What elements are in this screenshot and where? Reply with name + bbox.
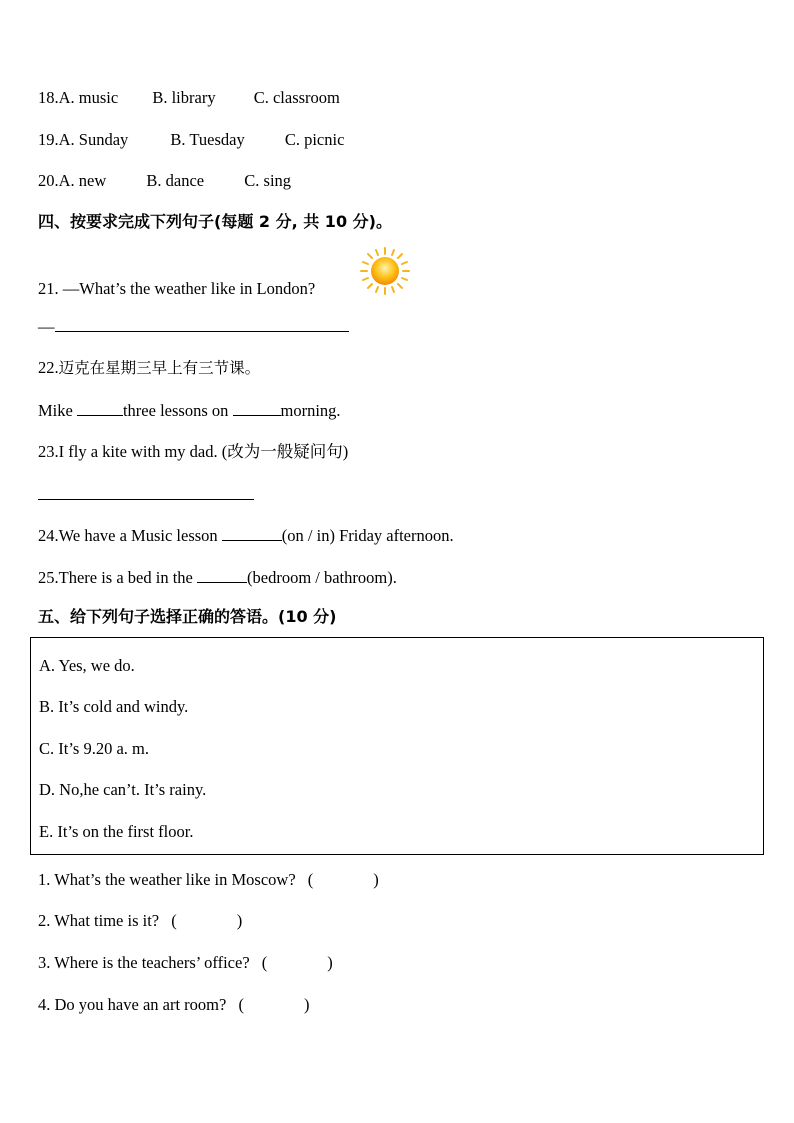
option-a: A. new xyxy=(58,171,107,190)
question-24 xyxy=(38,525,454,546)
question-21 xyxy=(38,279,315,299)
answer-options-box xyxy=(30,637,764,855)
sentence-part: We have a Music lesson xyxy=(58,526,222,545)
question-19 xyxy=(38,130,344,150)
question-text: 3. Where is the teachers’ office? xyxy=(38,953,250,972)
question-number: 24. xyxy=(38,526,59,545)
option-c: C. classroom xyxy=(253,88,340,107)
section-5-heading: 五、给下列句子选择正确的答语。(10 分) xyxy=(38,607,337,626)
answer-paren-close[interactable]: ) xyxy=(303,995,310,1014)
answer-blank[interactable] xyxy=(222,525,282,541)
match-question-2 xyxy=(38,911,242,931)
option-b: B. Tuesday xyxy=(170,130,245,149)
answer-paren-close[interactable]: ) xyxy=(373,870,379,889)
option-b: B. library xyxy=(152,88,216,107)
question-number: 19. xyxy=(38,130,59,149)
option-b: B. dance xyxy=(146,171,205,190)
question-text: I fly a kite with my dad. (改为一般疑问句) xyxy=(58,442,349,461)
question-number: 23. xyxy=(38,442,59,461)
sentence-part: Mike xyxy=(38,401,77,420)
option-c: C. It’s 9.20 a. m. xyxy=(39,739,149,758)
answer-paren-open[interactable]: ( xyxy=(238,995,244,1014)
sentence-part: three lessons on xyxy=(122,401,233,420)
question-number: 21. xyxy=(38,279,59,298)
option-d: D. No,he can’t. It’s rainy. xyxy=(39,780,207,799)
question-23 xyxy=(38,442,348,462)
question-text: 2. What time is it? xyxy=(38,911,160,930)
answer-blank[interactable] xyxy=(233,400,281,416)
answer-dash: — xyxy=(38,317,55,336)
match-question-3 xyxy=(38,953,333,973)
option-a: A. music xyxy=(58,88,119,107)
question-25 xyxy=(38,567,397,588)
answer-blank[interactable] xyxy=(55,316,349,332)
question-text: 4. Do you have an art room? xyxy=(38,995,227,1014)
answer-line-21 xyxy=(38,316,349,337)
answer-paren-close[interactable]: ) xyxy=(327,953,333,972)
question-22-sentence xyxy=(38,400,341,421)
answer-paren-close[interactable]: ) xyxy=(236,911,243,930)
sentence-part: (bedroom / bathroom). xyxy=(247,568,397,587)
option-b: B. It’s cold and windy. xyxy=(39,697,189,716)
question-22 xyxy=(38,358,260,378)
question-number: 25. xyxy=(38,568,59,587)
answer-paren-open[interactable]: ( xyxy=(261,953,268,972)
question-number: 22. xyxy=(38,358,59,377)
chinese-prompt: 迈克在星期三早上有三节课。 xyxy=(58,359,261,377)
sun-icon xyxy=(360,247,410,295)
sentence-part: morning. xyxy=(280,401,341,420)
question-number: 20. xyxy=(38,171,59,190)
option-c: C. sing xyxy=(244,171,292,190)
question-18 xyxy=(38,88,340,108)
sentence-part: There is a bed in the xyxy=(58,568,197,587)
answer-blank[interactable] xyxy=(38,484,254,500)
option-e: E. It’s on the first floor. xyxy=(39,822,194,841)
sentence-part: (on / in) Friday afternoon. xyxy=(281,526,454,545)
answer-paren-open[interactable]: ( xyxy=(171,911,177,930)
option-a: A. Sunday xyxy=(58,130,129,149)
answer-line-23 xyxy=(38,484,254,505)
question-20 xyxy=(38,171,291,191)
option-a: A. Yes, we do. xyxy=(39,656,135,675)
question-text: 1. What’s the weather like in Moscow? xyxy=(38,870,296,889)
match-question-1 xyxy=(38,870,379,890)
question-number: 18. xyxy=(38,88,59,107)
match-question-4 xyxy=(38,995,309,1015)
answer-blank[interactable] xyxy=(197,567,247,583)
answer-blank[interactable] xyxy=(77,400,123,416)
question-text: —What’s the weather like in London? xyxy=(62,279,316,298)
answer-paren-open[interactable]: ( xyxy=(307,870,314,889)
section-4-heading: 四、按要求完成下列句子(每题 2 分, 共 10 分)。 xyxy=(38,212,392,231)
option-c: C. picnic xyxy=(284,130,345,149)
